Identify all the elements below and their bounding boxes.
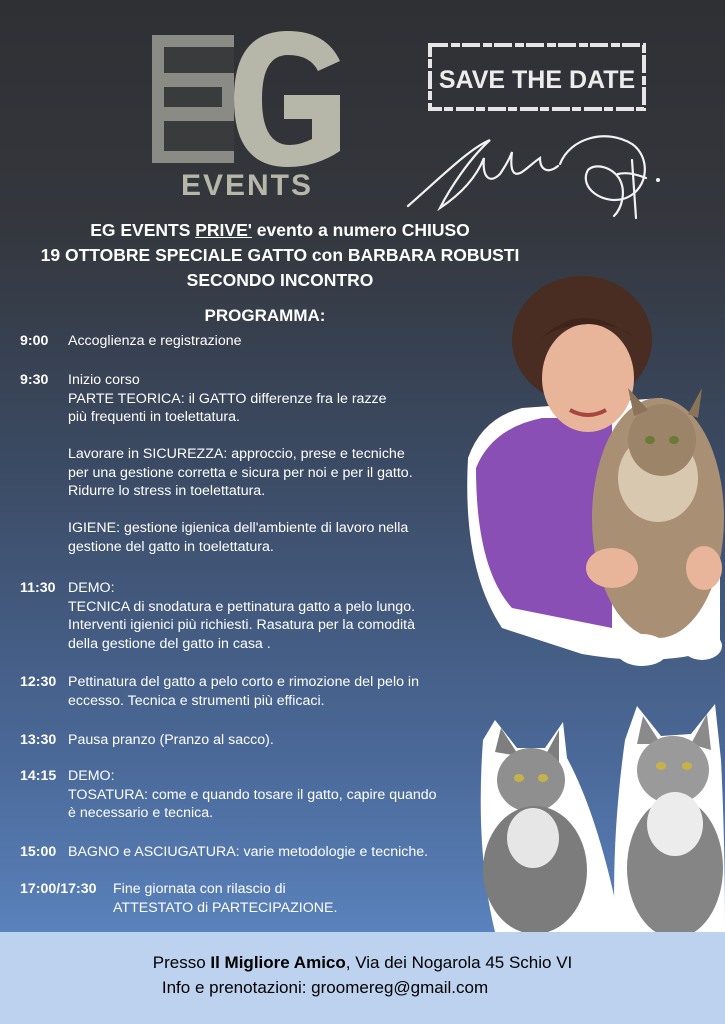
venue-address: , Via dei Nogarola 45 Schio VI	[345, 953, 573, 972]
schedule-line: Inizio corso	[68, 372, 140, 388]
venue-name: Il Migliore Amico	[210, 953, 346, 972]
schedule-time: 9:00	[20, 333, 49, 349]
schedule-time: 17:00/17:30	[20, 881, 97, 897]
schedule-line: per una gestione corretta e sicura per noi e per il gatto.	[68, 464, 413, 481]
schedule-time: 11:30	[20, 580, 56, 596]
schedule-line: BAGNO e ASCIUGATURA: varie metodologie e tecniche.	[68, 844, 429, 860]
footer-venue-line	[0, 951, 725, 975]
schedule-line: Pettinatura del gatto a pelo corto e rimozione del pelo in	[68, 674, 419, 690]
schedule-line: DEMO:	[68, 768, 115, 784]
schedule-time: 14:15	[20, 768, 57, 784]
schedule-line: TOSATURA: come e quando tosare il gatto, capire quando	[68, 786, 437, 803]
schedule-line: Ridurre lo stress in toelettatura.	[68, 483, 266, 499]
signature	[400, 118, 670, 228]
woman-with-cat-photo	[462, 268, 725, 680]
schedule-line: TECNICA di snodatura e pettinatura gatto a pelo lungo.	[68, 598, 416, 615]
schedule-line: Fine giornata con rilascio di	[113, 881, 286, 897]
footer-contact	[0, 932, 725, 1024]
footer-info-line: Info e prenotazioni: groomereg@gmail.com	[161, 978, 489, 997]
schedule-line: Accoglienza e registrazione	[68, 333, 242, 349]
schedule-time: 9:30	[20, 372, 49, 388]
eg-events-logo	[150, 27, 345, 202]
schedule-line: eccesso. Tecnica e strumenti più efficaci.	[68, 692, 325, 709]
headline-text: EG EVENTS	[90, 220, 196, 240]
programma-title: PROGRAMMA:	[204, 306, 326, 325]
footer-text: Presso	[152, 953, 211, 972]
schedule-line: Lavorare in SICUREZZA: approccio, prese e tecniche	[68, 446, 405, 462]
schedule-time: 13:30	[20, 732, 57, 748]
headline-line-2: 19 OTTOBRE SPECIALE GATTO con BARBARA ROBUSTI	[40, 245, 520, 265]
headline-text: evento a numero CHIUSO	[251, 220, 470, 240]
schedule-line: PARTE TEORICA: il GATTO differenze fra le razze	[68, 390, 387, 407]
schedule-spacer	[68, 501, 413, 520]
headline-line-1	[0, 218, 560, 243]
schedule-line: è necessario e tecnica.	[68, 805, 214, 821]
schedule-line: DEMO:	[68, 580, 115, 596]
schedule-line: gestione del gatto in toelettatura.	[68, 538, 274, 555]
schedule-line: Interventi igienici più richiesti. Rasatura per la comodità	[68, 617, 415, 633]
headline-prive: PRIVE'	[195, 220, 252, 240]
schedule-line: Pausa pranzo (Pranzo al sacco).	[68, 732, 274, 748]
schedule-time: 15:00	[20, 844, 57, 860]
two-cats-photo	[475, 700, 725, 932]
headline-line-3: SECONDO INCONTRO	[186, 270, 374, 290]
schedule-line: più frequenti in toelettatura.	[68, 409, 240, 425]
stamp-text: SAVE THE DATE	[438, 66, 636, 94]
save-the-date-stamp	[427, 42, 647, 112]
schedule-line: della gestione del gatto in casa .	[68, 635, 271, 652]
logo-subtitle: EVENTS	[180, 169, 314, 202]
schedule-line: ATTESTATO di PARTECIPAZIONE.	[113, 899, 338, 916]
schedule-spacer	[68, 427, 413, 446]
schedule-time: 12:30	[20, 674, 57, 690]
schedule-line: IGIENE: gestione igienica dell'ambiente di lavoro nella	[68, 520, 409, 536]
